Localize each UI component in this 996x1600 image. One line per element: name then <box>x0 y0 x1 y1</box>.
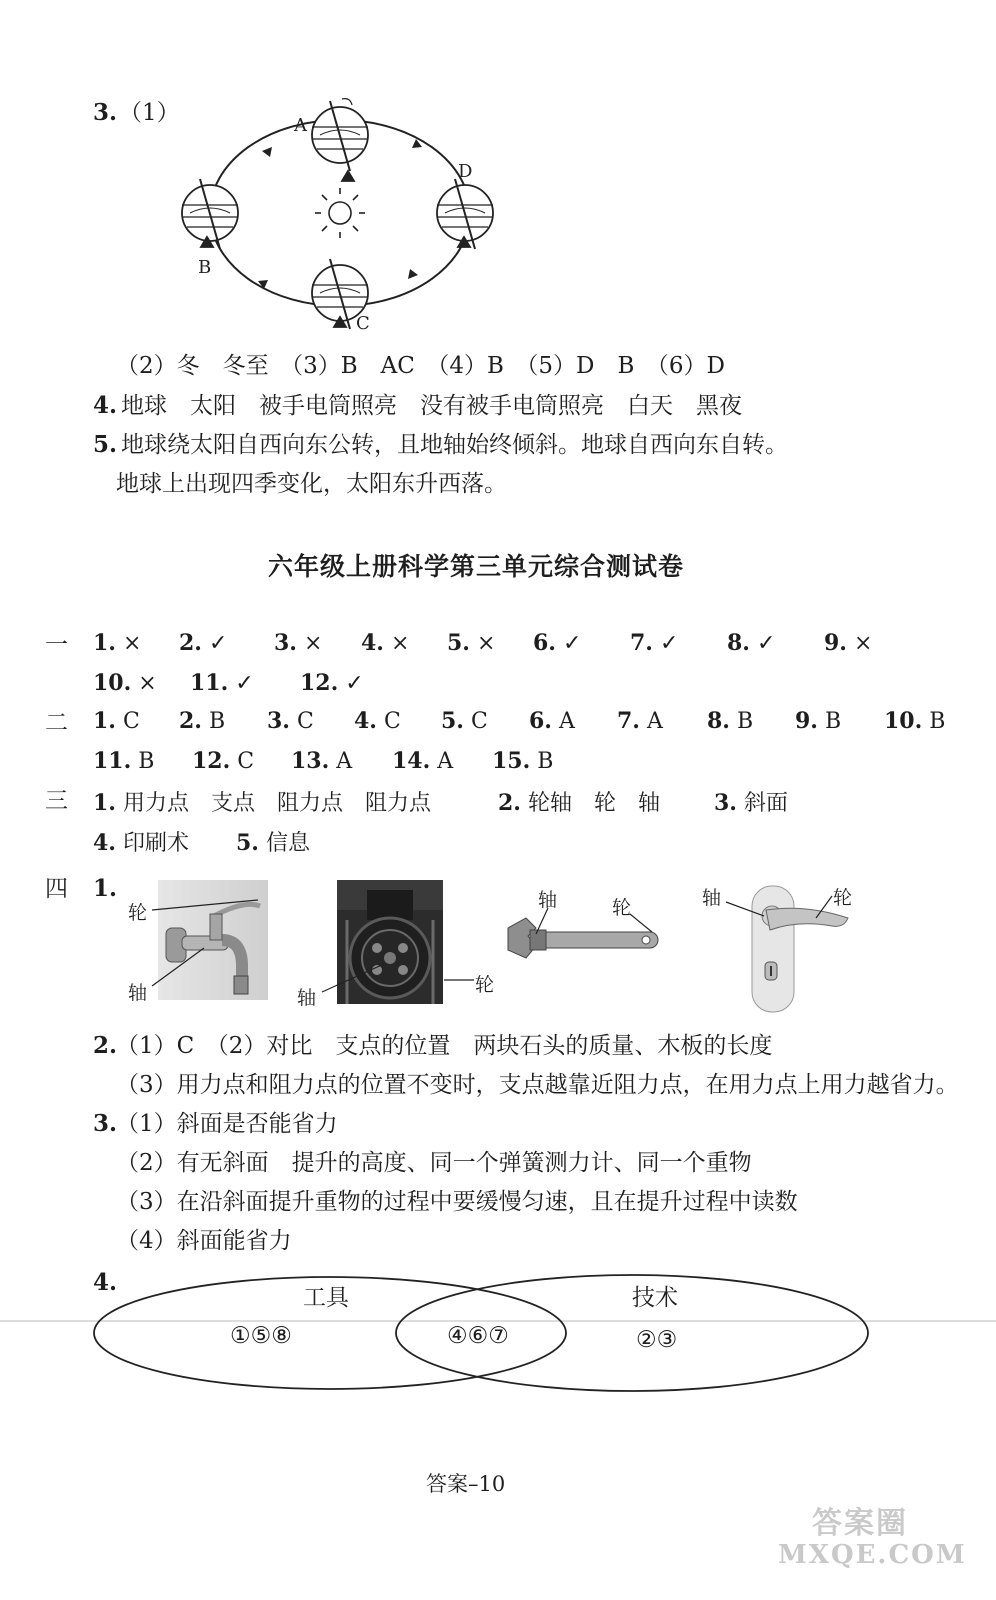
q5-number: 5. <box>93 431 118 458</box>
orbit-label-b: B <box>198 257 212 278</box>
answer-item: 13. A <box>291 748 353 774</box>
part4-q3-line2: （2）有无斜面 提升的高度、同一个弹簧测力计、同一个重物 <box>116 1150 752 1176</box>
answer-item: 1. C <box>93 708 140 734</box>
answer-item: 5. 信息 <box>236 830 310 856</box>
answer-item: 15. B <box>492 748 554 774</box>
q3-number: 3. <box>93 99 118 126</box>
answer-item: 8. ✓ <box>727 630 776 656</box>
answer-item: 12. C <box>192 748 255 774</box>
answer-item: 1. 用力点 支点 阻力点 阻力点 <box>93 790 431 816</box>
answer-item: 3. C <box>267 708 314 734</box>
answer-item: 5. C <box>441 708 488 734</box>
wrench-pointer-lines <box>518 900 668 940</box>
pulley-axle-label: 轴 <box>297 987 317 1009</box>
part4-q1-number: 1. <box>93 875 118 902</box>
orbit-label-d: D <box>458 161 473 182</box>
venn-overlap-items: ④⑥⑦ <box>447 1323 509 1349</box>
part4-q3-line3: （3）在沿斜面提升重物的过程中要缓慢匀速，且在提升过程中读数 <box>116 1189 798 1215</box>
venn-technology-title: 技术 <box>632 1285 678 1311</box>
part4-q2-line1: （1）C （2）对比 支点的位置 两块石头的质量、木板的长度 <box>116 1033 773 1059</box>
earth-position-d-icon <box>437 179 493 249</box>
pulley-wheel-label: 轮 <box>475 974 495 996</box>
part4-label: 四 <box>45 876 68 902</box>
orbit-arrow-icon <box>262 147 272 157</box>
answer-item: 14. A <box>392 748 454 774</box>
part4-q2-number: 2. <box>93 1032 118 1059</box>
orbit-arrow-icon <box>258 280 268 289</box>
orbit-label-c: C <box>356 313 370 334</box>
part4-q4-number: 4. <box>93 1269 118 1296</box>
answer-item: 4. C <box>354 708 401 734</box>
answer-item: 3. 斜面 <box>714 790 788 816</box>
answer-item: 6. ✓ <box>533 630 582 656</box>
wrench-wheel-label: 轮 <box>612 897 632 919</box>
answer-item: 10. × <box>93 670 157 696</box>
answer-item: 6. A <box>529 708 575 734</box>
part1-label: 一 <box>45 632 68 658</box>
answer-item: 8. B <box>707 708 754 734</box>
answer-item: 5. × <box>447 630 496 656</box>
answer-item: 3. × <box>274 630 323 656</box>
q3-answers: （2）冬 冬至 （3）B AC （4）B （5）D B （6）D <box>116 353 725 379</box>
handle-pointer-lines <box>722 890 842 930</box>
answer-item: 4. 印刷术 <box>93 830 189 856</box>
part4-q3-number: 3. <box>93 1110 118 1137</box>
section-title: 六年级上册科学第三单元综合测试卷 <box>268 552 685 581</box>
answer-item: 11. ✓ <box>190 670 254 696</box>
venn-technology-items: ②③ <box>636 1327 678 1353</box>
faucet-pointer-lines <box>148 896 268 996</box>
answer-item: 11. B <box>93 748 155 774</box>
venn-tools-items: ①⑤⑧ <box>230 1323 292 1349</box>
q5-answer-line1: 地球绕太阳自西向东公转，且地轴始终倾斜。地球自西向东自转。 <box>121 432 788 458</box>
page-number: 答案–10 <box>426 1472 506 1496</box>
part4-q3-line1: （1）斜面是否能省力 <box>116 1111 338 1137</box>
earth-orbit-diagram <box>160 95 520 345</box>
answer-item: 9. B <box>795 708 842 734</box>
answer-item: 2. 轮轴 轮 轴 <box>498 790 660 816</box>
earth-position-a-icon <box>312 99 368 181</box>
venn-tools-title: 工具 <box>303 1285 349 1311</box>
answer-item: 2. B <box>179 708 226 734</box>
part4-q2-line2: （3）用力点和阻力点的位置不变时，支点越靠近阻力点，在用力点上用力越省力。 <box>116 1072 959 1098</box>
answer-item: 10. B <box>884 708 946 734</box>
part4-q3-line4: （4）斜面能省力 <box>116 1228 292 1254</box>
q4-answer: 地球 太阳 被手电筒照亮 没有被手电筒照亮 白天 黑夜 <box>121 393 742 419</box>
q4-number: 4. <box>93 392 118 419</box>
sun-icon <box>315 188 365 238</box>
answer-item: 1. × <box>93 630 142 656</box>
answer-item: 9. × <box>824 630 873 656</box>
faucet-axle-label: 轴 <box>128 982 148 1004</box>
answer-item: 4. × <box>361 630 410 656</box>
handle-wheel-label: 轮 <box>833 887 853 909</box>
faucet-wheel-label: 轮 <box>128 902 148 924</box>
pulley-pointer-lines <box>318 950 478 1000</box>
wrench-axle-label: 轴 <box>538 889 558 911</box>
answer-item: 2. ✓ <box>179 630 228 656</box>
handle-axle-label: 轴 <box>702 887 722 909</box>
answer-item: 7. A <box>617 708 663 734</box>
watermark-logo: 答案圈 <box>812 1506 908 1541</box>
part2-label: 二 <box>45 710 68 736</box>
answer-item: 7. ✓ <box>630 630 679 656</box>
q3-part-label: （1） <box>119 100 180 126</box>
orbit-label-a: A <box>294 115 307 136</box>
q5-answer-line2: 地球上出现四季变化，太阳东升西落。 <box>116 471 507 497</box>
watermark-url: MXQE.COM <box>778 1540 967 1570</box>
earth-position-b-icon <box>182 179 238 249</box>
orbit-arrow-icon <box>408 269 418 279</box>
answer-item: 12. ✓ <box>300 670 364 696</box>
part3-label: 三 <box>45 788 68 814</box>
